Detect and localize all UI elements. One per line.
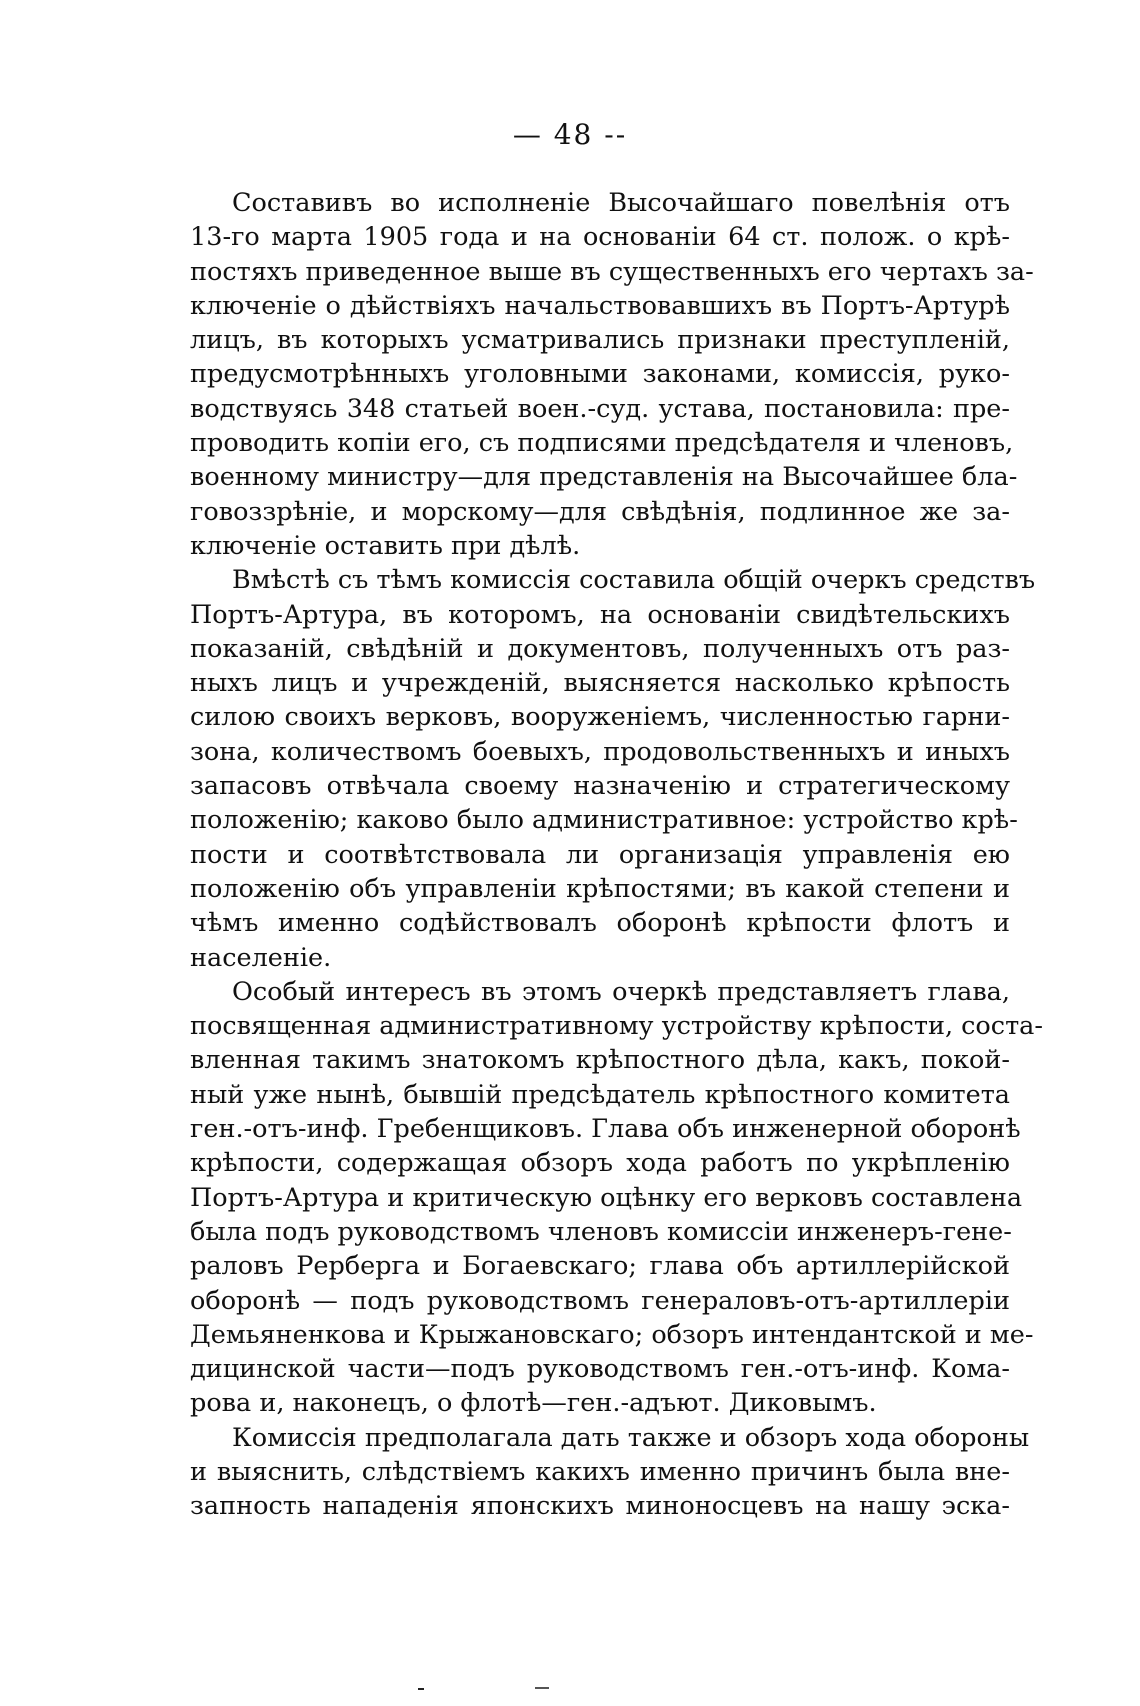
text-line: посвященная административному устройству крѣпости, соста-	[190, 1011, 1043, 1042]
text-line: ныхъ лицъ и учрежденій, выясняется насколько крѣпость	[190, 668, 1010, 699]
body-text	[190, 186, 1043, 1524]
text-line: говоззрѣніе, и морскому—для свѣдѣнія, подлинное же за-	[190, 496, 1010, 527]
text-line: Вмѣстѣ съ тѣмъ комиссія составила общій очеркъ средствъ	[232, 565, 1036, 596]
text-line: 13-го марта 1905 года и на основаніи 64 ст. полож. о крѣ-	[190, 222, 1010, 253]
text-line: населеніе.	[190, 942, 332, 973]
text-line: рова и, наконецъ, о флотѣ—ген.-адъют. Диковымъ.	[190, 1388, 877, 1419]
text-line: дицинской части—подъ руководствомъ ген.-отъ-инф. Кома-	[190, 1354, 1010, 1385]
text-line: ключеніе о дѣйствіяхъ начальствовавшихъ въ Портъ-Артурѣ	[190, 290, 1010, 321]
text-line: вленная такимъ знатокомъ крѣпостного дѣла, какъ, покой-	[190, 1045, 1010, 1076]
text-line: и выяснить, слѣдствіемъ какихъ именно причинъ была вне-	[190, 1456, 1010, 1487]
text-line: пости и соотвѣтствовала ли организація управленія ею	[190, 839, 1010, 870]
text-line: ген.-отъ-инф. Гребенщиковъ. Глава объ инженерной оборонѣ	[190, 1114, 1021, 1145]
scan-speck	[535, 1687, 549, 1689]
text-line: положенію объ управленіи крѣпостями; въ какой степени и	[190, 873, 1010, 904]
page-number: — 48 --	[512, 118, 628, 151]
text-line: ключеніе оставить при дѣлѣ.	[190, 530, 581, 561]
text-line: показаній, свѣдѣній и документовъ, полученныхъ отъ раз-	[190, 633, 1010, 664]
text-line: чѣмъ именно содѣйствовалъ оборонѣ крѣпости флотъ и	[190, 908, 1010, 939]
text-line: была подъ руководствомъ членовъ комиссіи инженеръ-гене-	[190, 1216, 1012, 1247]
text-line: Портъ-Артура и критическую оцѣнку его верковъ составлена	[190, 1182, 1023, 1213]
text-line: ный уже нынѣ, бывшій предсѣдатель крѣпостного комитета	[190, 1079, 1010, 1110]
text-line: Составивъ во исполненіе Высочайшаго повелѣнія отъ	[232, 188, 1010, 218]
text-line: крѣпости, содержащая обзоръ хода работъ по укрѣпленію	[190, 1148, 1010, 1179]
text-line: Демьяненкова и Крыжановскаго; обзоръ интендантской и ме-	[190, 1319, 1034, 1350]
text-line: постяхъ приведенное выше въ существенныхъ его чертахъ за-	[190, 256, 1034, 287]
text-line: оборонѣ — подъ руководствомъ генераловъ-отъ-артиллеріи	[190, 1285, 1010, 1316]
text-line: Особый интересъ въ этомъ очеркѣ представляетъ глава,	[232, 976, 1010, 1007]
text-line: предусмотрѣнныхъ уголовными законами, комиссія, руко-	[190, 359, 1010, 390]
text-line: Портъ-Артура, въ которомъ, на основаніи свидѣтельскихъ	[190, 599, 1010, 630]
text-line: положенію; каково было административное: устройство крѣ-	[190, 805, 1018, 836]
text-line: запасовъ отвѣчала своему назначенію и стратегическому	[190, 771, 1010, 802]
text-line: раловъ Рерберга и Богаевскаго; глава объ артиллерійской	[190, 1251, 1010, 1282]
scan-speck	[418, 1688, 424, 1690]
text-line: лицъ, въ которыхъ усматривались признаки преступленій,	[190, 325, 1010, 356]
text-line: запность нападенія японскихъ миноносцевъ на нашу эска-	[190, 1491, 1010, 1522]
scan-artifacts	[0, 1684, 1140, 1696]
text-line: зона, количествомъ боевыхъ, продовольственныхъ и иныхъ	[190, 736, 1010, 767]
text-line: водствуясь 348 статьей воен.-суд. устава, постановила: пре-	[190, 393, 1010, 424]
text-line: силою своихъ верковъ, вооруженіемъ, численностью гарни-	[190, 702, 1010, 733]
text-line: проводить копіи его, съ подписями предсѣдателя и членовъ,	[190, 428, 1014, 459]
text-line: военному министру—для представленія на Высочайшее бла-	[190, 462, 1018, 493]
text-line: Комиссія предполагала дать также и обзоръ хода обороны	[232, 1422, 1030, 1453]
